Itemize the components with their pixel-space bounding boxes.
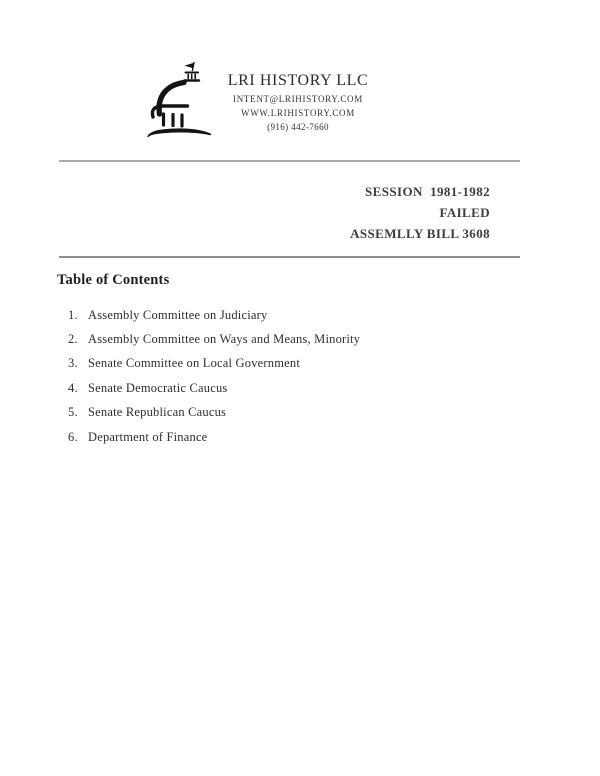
session-years: SESSION 1981-1982 bbox=[365, 184, 490, 199]
toc-item-label: Senate Committee on Local Government bbox=[88, 356, 301, 371]
toc-item-number: 4. bbox=[68, 380, 78, 395]
session-info-block bbox=[350, 181, 490, 244]
bill-status: FAILED bbox=[439, 205, 490, 220]
toc-item-label: Senate Republican Caucus bbox=[88, 405, 227, 420]
toc-list bbox=[68, 303, 360, 449]
toc-item-label: Senate Democratic Caucus bbox=[88, 380, 228, 395]
company-phone: (916) 442-7660 bbox=[267, 122, 329, 132]
toc-item-label: Assembly Committee on Judiciary bbox=[88, 307, 268, 322]
toc-item bbox=[68, 425, 360, 449]
toc-heading: Table of Contents bbox=[57, 272, 170, 288]
toc-item bbox=[68, 401, 360, 425]
toc-item bbox=[68, 376, 360, 400]
toc-item-number: 5. bbox=[68, 405, 78, 420]
divider-top bbox=[59, 160, 520, 162]
toc-item-label: Assembly Committee on Ways and Means, Minority bbox=[88, 332, 361, 347]
toc-item-number: 2. bbox=[68, 332, 78, 347]
toc-item bbox=[68, 303, 360, 327]
toc-item-label: Department of Finance bbox=[88, 429, 208, 444]
bill-number: ASSEMLLY BILL 3608 bbox=[350, 226, 490, 241]
letterhead bbox=[208, 70, 388, 134]
divider-bottom bbox=[59, 256, 520, 258]
company-website: WWW.LRIHISTORY.COM bbox=[241, 108, 355, 118]
toc-item bbox=[68, 352, 360, 376]
company-email: INTENT@LRIHISTORY.COM bbox=[233, 94, 363, 104]
toc-item-number: 3. bbox=[68, 356, 78, 371]
company-name: LRI HISTORY LLC bbox=[227, 72, 369, 89]
toc-item-number: 6. bbox=[68, 429, 78, 444]
toc-item bbox=[68, 327, 360, 351]
toc-item-number: 1. bbox=[68, 307, 78, 322]
capitol-building-logo-icon bbox=[146, 61, 212, 137]
